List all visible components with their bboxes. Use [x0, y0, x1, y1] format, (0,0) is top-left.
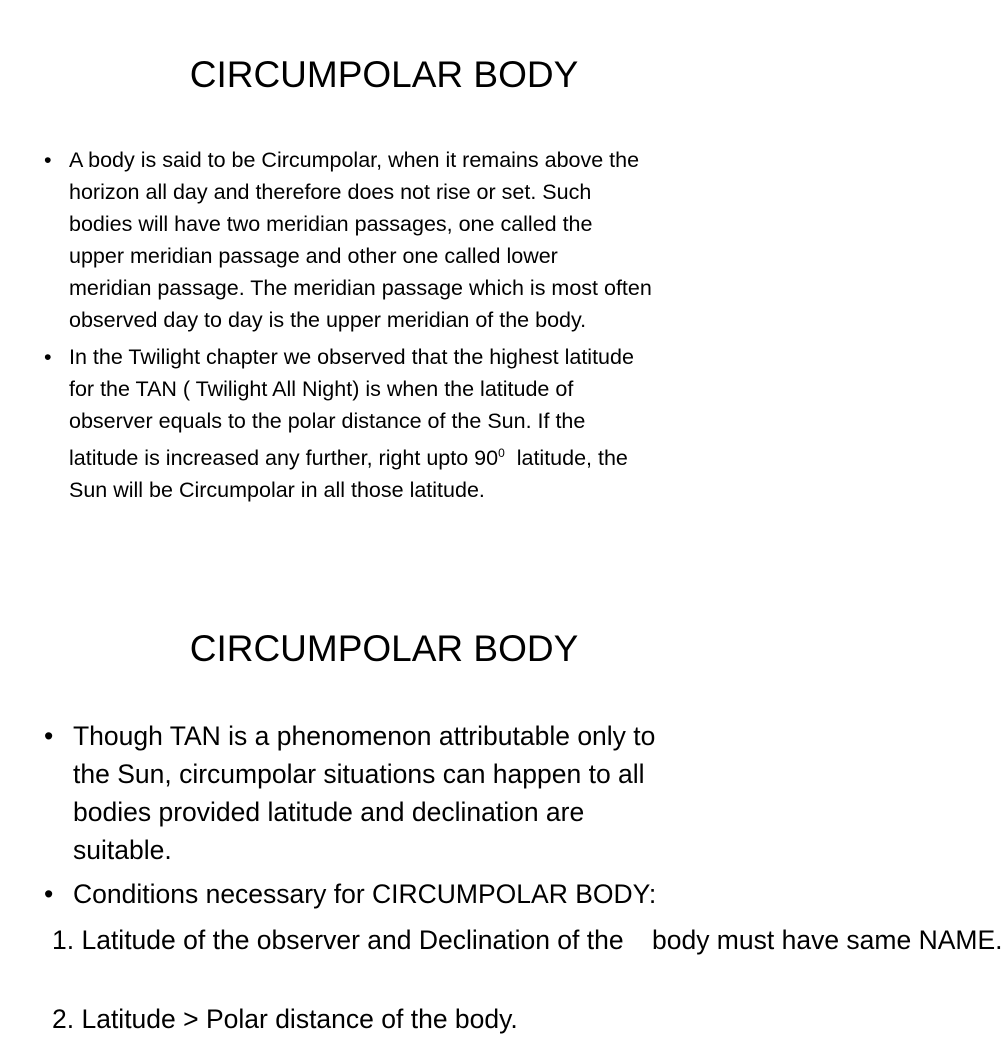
text-line: bodies will have two meridian passages, one called the [69, 212, 593, 236]
slide-2 [0, 576, 1003, 1034]
condition-item-2 [52, 1000, 518, 1038]
condition-item-1 [52, 921, 1003, 959]
text-line: meridian passage. The meridian passage which is most often [69, 276, 652, 300]
slide-2-bullet-2 [44, 875, 744, 913]
text-line: observer equals to the polar distance of the Sun. If the [69, 409, 586, 433]
text-line: upper meridian passage and other one called lower [69, 244, 558, 268]
text-line: In the Twilight chapter we observed that the highest latitude [69, 345, 634, 369]
bullet-dot: • [44, 879, 54, 909]
text-line: Conditions necessary for CIRCUMPOLAR BODY: [73, 879, 657, 909]
text-line: observed day to day is the upper meridian of the body. [69, 308, 587, 332]
text-line: Though TAN is a phenomenon attributable only to [73, 721, 656, 751]
text-line: Sun will be Circumpolar in all those latitude. [69, 478, 485, 503]
bullet-dot: • [44, 721, 54, 751]
text-line: suitable. [73, 835, 172, 865]
slide-1-title: CIRCUMPOLAR BODY [189, 54, 579, 95]
text-line: 1. Latitude of the observer and Declination of the [52, 925, 624, 955]
slide-2-bullet-1 [44, 717, 744, 869]
slide-2-title: CIRCUMPOLAR BODY [189, 628, 579, 669]
bullet-dot: • [44, 345, 52, 369]
slide-1-bullet-2 [44, 341, 744, 506]
text-line: 2. Latitude > Polar distance of the body. [52, 1004, 518, 1034]
text-line: for the TAN ( Twilight All Night) is when the latitude of [69, 377, 574, 401]
slide-1-bullet-1 [44, 144, 744, 336]
text-line: the Sun, circumpolar situations can happen to all [73, 759, 645, 789]
slide-1 [0, 0, 768, 576]
text-line: bodies provided latitude and declination are [73, 797, 585, 827]
text-line-with-superscript: latitude is increased any further, right upto $90^0$ latitude, the [69, 446, 628, 471]
text-line: A body is said to be Circumpolar, when it remains above the [69, 148, 640, 172]
text-line: body must have same NAME. [651, 925, 1003, 955]
bullet-dot: • [44, 148, 52, 172]
text-line: horizon all day and therefore does not rise or set. Such [69, 180, 592, 204]
degree-superscript: 0 [498, 446, 505, 460]
